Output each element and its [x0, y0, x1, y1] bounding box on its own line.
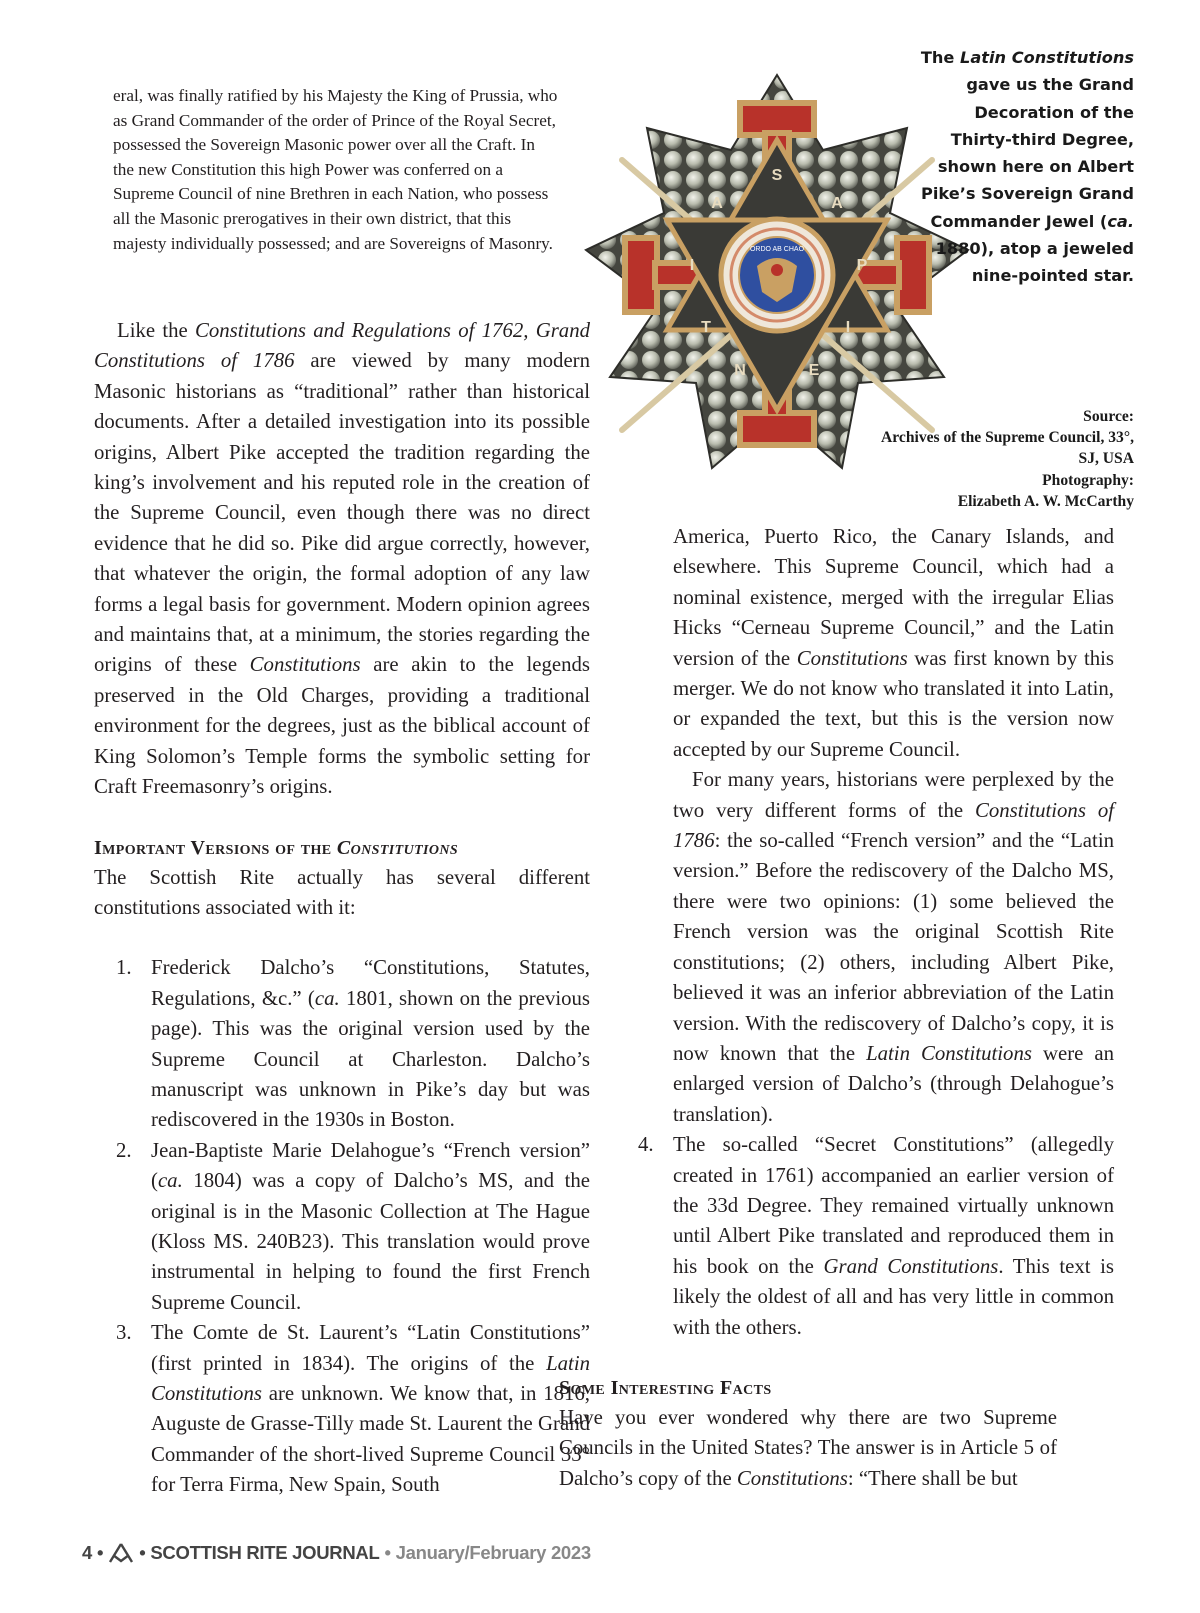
paragraph-traditional: Like the Constitutions and Regulations of 1762, Grand Constitutions of 1786 are viewed by many modern Masonic historians as “traditional” rather than historical documents. After a detailed investigation into its possible origins, Albert Pike accepted the tradition regarding the king’s involvement and his reputed role in the creation of the Supreme Council, even though there was no direct evidence that he did so. Pike did argue correctly, however, that whatever the origin, the formal adoption of any law forms a legal basis for government. Modern opinion agrees and maintains that, at a minimum, the stories regarding the origins of these Constitutions are akin to the legends preserved in the Old Charges, providing a traditional environment for the degrees, just as the biblical account of King Solomon’s Temple forms the symbolic setting for Craft Freemasonry’s origins. [94, 319, 591, 799]
star-letter: I [845, 319, 851, 336]
central-medallion [721, 219, 833, 331]
footer-separator: • [384, 1542, 391, 1563]
star-letter: I [689, 257, 695, 274]
caption-text-3: 1880), atop a jeweled nine-pointed star. [935, 239, 1134, 286]
caption-emphasis-1: Latin Constitutions [960, 48, 1134, 67]
star-letter: S [771, 167, 783, 184]
caption-text-1: The [920, 48, 961, 67]
footer-separator: • [97, 1542, 104, 1563]
paragraph-facts: Have you ever wondered why there are two Supreme Councils in the United States? The answer is in Article 5 of Dalcho’s copy of the Constitutions: “There shall be but [559, 1405, 1057, 1490]
star-letter: A [711, 195, 723, 212]
medallion-text: ORDO AB CHAO [749, 246, 805, 253]
square-compass-icon [108, 1543, 134, 1563]
star-letter: N [734, 362, 746, 379]
photography-label: Photography: [1042, 471, 1134, 489]
list-item: 3. The Comte de St. Laurent’s “Latin Constitutions” (first printed in 1834). The origins of the Latin Constitutions are unknown. We know that, in 1816, Auguste de Grasse-Tilly made St. Laurent the Grand Commander of the short-lived Supreme Council 33° for Terra Firma, New Spain, South [116, 1321, 590, 1497]
photographer-name: Elizabeth A. W. McCarthy [957, 492, 1134, 510]
star-letter: P [856, 257, 868, 274]
image-source-credit [874, 406, 1134, 512]
page-number: 4 [82, 1542, 92, 1563]
section-heading-important-versions: Important Versions of the Constitutions [94, 836, 459, 859]
source-label: Source: [1083, 408, 1134, 425]
caption-emphasis-2: ca. [1107, 211, 1134, 231]
caption-text-2: gave us the Grand Decoration of the Thirty-third Degree, shown here on Albert Pike’s Sovereign Grand Commander Jewel ( [920, 75, 1134, 231]
list-continuation [616, 522, 1114, 1343]
star-letter: A [831, 195, 843, 212]
star-letter: E [808, 362, 820, 379]
section-heading-interesting-facts: Some Interesting Facts [559, 1376, 772, 1399]
list-item: 2. Jean-Baptiste Marie Delahogue’s “French version” (ca. 1804) was a copy of Dalcho’s MS, and the original is in the Masonic Collection at The Hague (Kloss MS. 240B23). This translation would prove instrumental in helping to found the first French Supreme Council. [116, 1138, 590, 1314]
image-caption [914, 44, 1134, 290]
paragraph-perplexed: For many years, historians were perplexed by the two very different forms of the Constitutions of 1786: the so-called “French version” and the “Latin version.” Before the rediscovery of the Dalcho MS, there were two opinions: (1) some believed the French version was the original Scottish Rite constitutions; (2) others, including Albert Pike, believed it was an inferior abbreviation of the Latin version. With the rediscovery of Dalcho’s copy, it is now known that the Latin Constitutions were an enlarged version of Dalcho’s (through Delahogue’s translation). [673, 768, 1114, 1126]
left-column [94, 316, 590, 1501]
page-footer [82, 1542, 591, 1564]
block-quote [113, 84, 558, 256]
list-item-continuation: America, Puerto Rico, the Canary Islands, and elsewhere. This Supreme Council, which had a nominal existence, merged with the irregular Elias Hicks “Cerneau Supreme Council,” and the Latin version of the Constitutions was first known by this merger. We do not know who translated it into Latin, or expanded the text, but this is the version now accepted by our Supreme Council. For many years, historians were perplexed by the two very different forms of the Constitutions of 1786: the so-called “French version” and the “Latin version.” Before the rediscovery of the Dalcho MS, there were two opinions: (1) some believed the French version was the original Scottish Rite constitutions; (2) others, including Albert Pike, believed it was an inferior abbreviation of the Latin version. With the rediscovery of Dalcho’s copy, it is now known that the Latin Constitutions were an enlarged version of Dalcho’s (through Delahogue’s translation). [616, 522, 1114, 1130]
footer-separator: • [139, 1542, 146, 1563]
constitutions-list [94, 953, 590, 1500]
paragraph-intro: The Scottish Rite actually has several different constitutions associated with it: [94, 865, 590, 919]
star-letter: T [701, 319, 711, 336]
journal-name: SCOTTISH RITE JOURNAL [150, 1542, 380, 1563]
quote-text: eral, was finally ratified by his Majesty the King of Prussia, who as Grand Commander of the order of Prince of the Royal Secret, possessed the Sovereign Masonic power over all the Craft. In the new Constitution this high Power was conferred on a Supreme Council of nine Brethren in each Nation, who possess all the Masonic prerogatives in their own district, that this majesty individually possessed; and are Sovereigns of Masonry. [113, 86, 558, 253]
source-archive: Archives of the Supreme Council, 33°, SJ, USA [881, 429, 1134, 468]
list-item: 1. Frederick Dalcho’s “Constitutions, Statutes, Regulations, &c.” (ca. 1801, shown on the previous page). This was the original version used by the Supreme Council at Charleston. Dalcho’s manuscript was unknown in Pike’s day but was rediscovered in the 1930s in Boston. [116, 956, 591, 1132]
list-item: 4. The so-called “Secret Constitutions” (allegedly created in 1761) accompanied an earlier version of the 33d Degree. They remained virtually unknown until Albert Pike translated and reproduced them in his book on the Grand Constitutions. This text is likely the oldest of all and has very little in common with the others. [638, 1133, 1115, 1339]
right-column [559, 522, 1115, 1494]
issue-date: January/February 2023 [395, 1542, 591, 1563]
